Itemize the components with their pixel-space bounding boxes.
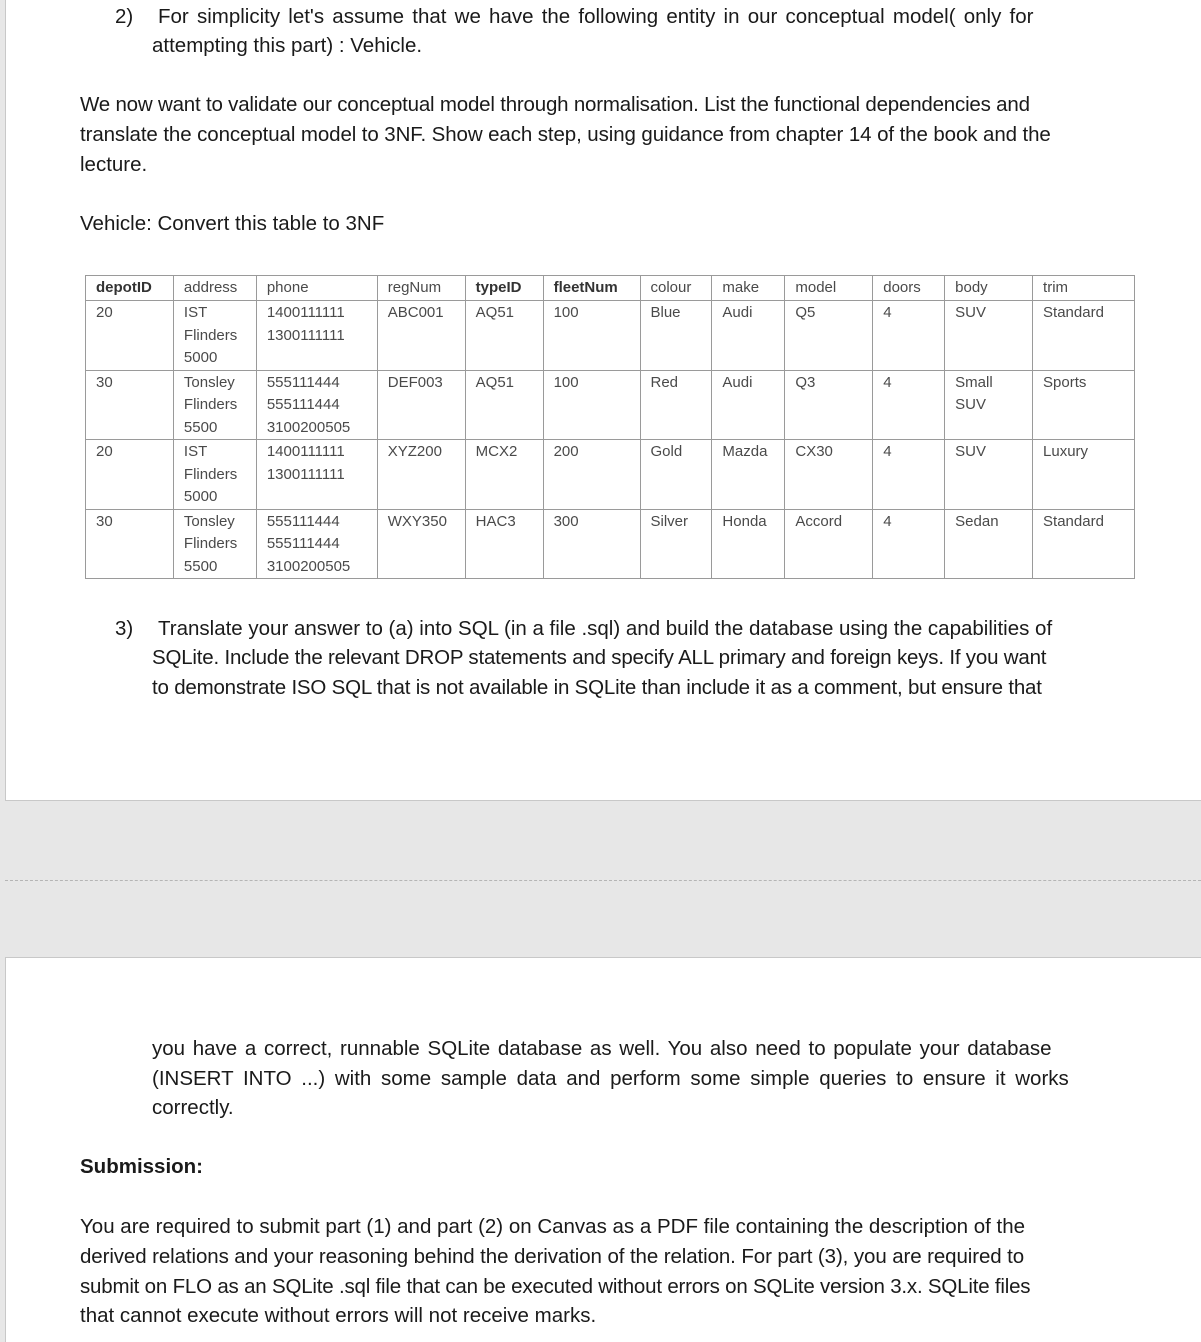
address-line: 5500 — [183, 557, 218, 575]
cell-regNum: XYZ200 — [377, 440, 465, 510]
header-regNum: regNum — [377, 276, 465, 301]
cell-address — [173, 509, 256, 579]
cell-trim: Standard — [1033, 509, 1135, 579]
address-line: Tonsley — [183, 373, 235, 391]
cell-body — [945, 509, 1033, 579]
phone-line: 3100200505 — [266, 418, 351, 436]
section-3-line-4: you have a correct, runnable SQLite database as well. You also need to populate your database — [152, 1037, 1052, 1060]
cell-trim: Standard — [1033, 301, 1135, 371]
section-3-line-5: (INSERT INTO ...) with some sample data and perform some simple queries to ensure it works — [152, 1067, 1069, 1090]
header-colour: colour — [640, 276, 712, 301]
cell-typeID: HAC3 — [465, 509, 543, 579]
intro-line-2: translate the conceptual model to 3NF. Show each step, using guidance from chapter 14 of the book and the — [80, 123, 1051, 146]
cell-model: CX30 — [785, 440, 873, 510]
intro-line-3: lecture. — [80, 153, 148, 176]
section-2-line-1: For simplicity let's assume that we have the following entity in our conceptual model( only for — [158, 5, 1034, 28]
body-line: Small — [955, 373, 993, 391]
cell-regNum: ABC001 — [377, 301, 465, 371]
cell-doors: 4 — [873, 301, 945, 371]
submission-line-4: that cannot execute without errors will not receive marks. — [80, 1304, 597, 1327]
cell-phone — [256, 440, 377, 510]
submission-line-1: You are required to submit part (1) and part (2) on Canvas as a PDF file containing the description of the — [80, 1215, 1026, 1238]
cell-address — [173, 301, 256, 371]
cell-trim: Sports — [1033, 370, 1135, 440]
address-line: 5000 — [183, 349, 218, 366]
cell-colour: Red — [640, 370, 712, 440]
phone-line: 555111444 — [266, 373, 340, 391]
table-caption: Vehicle: Convert this table to 3NF — [80, 212, 385, 235]
cell-model: Q3 — [785, 370, 873, 440]
phone-line: 1300111111 — [266, 326, 345, 344]
header-phone: phone — [256, 276, 377, 301]
submission-line-2: derived relations and your reasoning behind the derivation of the relation. For part (3), you are required to — [80, 1245, 1025, 1268]
cell-trim: Luxury — [1033, 440, 1135, 510]
body-line: SUV — [955, 443, 986, 460]
address-line: IST — [183, 443, 208, 460]
cell-body — [945, 301, 1033, 371]
header-typeID: typeID — [465, 276, 543, 301]
header-body: body — [945, 276, 1033, 301]
address-line: 5000 — [183, 488, 218, 505]
cell-depotID: 30 — [86, 509, 174, 579]
page-break-line — [5, 880, 1201, 881]
body-line: Sedan — [955, 512, 999, 530]
address-line: Tonsley — [183, 512, 235, 530]
address-line: Flinders — [183, 465, 238, 483]
submission-heading: Submission: — [80, 1155, 204, 1178]
cell-depotID: 30 — [86, 370, 174, 440]
section-3-line-3: to demonstrate ISO SQL that is not available in SQLite than include it as a comment, but ensure that — [152, 676, 1042, 699]
cell-typeID: AQ51 — [465, 301, 543, 371]
address-line: IST — [183, 304, 208, 321]
phone-line: 555111444 — [266, 512, 340, 530]
table-row — [86, 370, 1135, 440]
section-2-number: 2) — [115, 5, 134, 28]
table-row — [86, 509, 1135, 579]
header-address: address — [173, 276, 256, 301]
cell-make: Honda — [712, 509, 785, 579]
section-3-line-1: Translate your answer to (a) into SQL (in a file .sql) and build the database using the capabilities of — [158, 617, 1053, 640]
cell-doors: 4 — [873, 440, 945, 510]
address-line: Flinders — [183, 326, 238, 344]
cell-model: Accord — [785, 509, 873, 579]
section-3-number: 3) — [115, 617, 134, 640]
cell-make: Audi — [712, 370, 785, 440]
cell-address — [173, 370, 256, 440]
table-header-row — [86, 276, 1135, 301]
phone-line: 3100200505 — [266, 557, 351, 575]
cell-regNum: DEF003 — [377, 370, 465, 440]
cell-fleetNum: 200 — [543, 440, 640, 510]
cell-typeID: AQ51 — [465, 370, 543, 440]
address-line: Flinders — [183, 535, 238, 552]
phone-line: 555111444 — [266, 396, 340, 413]
table-row — [86, 301, 1135, 371]
header-fleetNum: fleetNum — [543, 276, 640, 301]
address-line: 5500 — [183, 418, 218, 436]
cell-typeID: MCX2 — [465, 440, 543, 510]
cell-body — [945, 440, 1033, 510]
header-trim: trim — [1033, 276, 1135, 301]
section-2-line-2: attempting this part) : Vehicle. — [152, 34, 423, 57]
cell-fleetNum: 100 — [543, 370, 640, 440]
header-doors: doors — [873, 276, 945, 301]
cell-phone — [256, 301, 377, 371]
cell-fleetNum: 300 — [543, 509, 640, 579]
table-row — [86, 440, 1135, 510]
cell-colour: Silver — [640, 509, 712, 579]
cell-doors: 4 — [873, 370, 945, 440]
section-3-line-6: correctly. — [152, 1096, 234, 1119]
cell-phone — [256, 509, 377, 579]
cell-depotID: 20 — [86, 440, 174, 510]
cell-phone — [256, 370, 377, 440]
cell-address — [173, 440, 256, 510]
cell-make: Mazda — [712, 440, 785, 510]
cell-colour: Gold — [640, 440, 712, 510]
cell-fleetNum: 100 — [543, 301, 640, 371]
body-line: SUV — [955, 304, 986, 321]
cell-doors: 4 — [873, 509, 945, 579]
section-3-line-2: SQLite. Include the relevant DROP statements and specify ALL primary and foreign keys. If you want — [152, 646, 1047, 669]
phone-line: 1300111111 — [266, 465, 345, 483]
header-depotID: depotID — [86, 276, 174, 301]
cell-regNum: WXY350 — [377, 509, 465, 579]
header-model: model — [785, 276, 873, 301]
submission-line-3: submit on FLO as an SQLite .sql file that can be executed without errors on SQLite version 3.x. SQLite files — [80, 1275, 1031, 1298]
cell-make: Audi — [712, 301, 785, 371]
address-line: Flinders — [183, 396, 238, 413]
header-make: make — [712, 276, 785, 301]
cell-colour: Blue — [640, 301, 712, 371]
phone-line: 1400111111 — [266, 443, 345, 460]
body-line: SUV — [955, 396, 986, 413]
cell-model: Q5 — [785, 301, 873, 371]
cell-body — [945, 370, 1033, 440]
vehicle-table — [85, 275, 1135, 579]
phone-line: 555111444 — [266, 535, 340, 552]
cell-depotID: 20 — [86, 301, 174, 371]
intro-line-1: We now want to validate our conceptual model through normalisation. List the functional dependencies and — [80, 93, 1030, 116]
phone-line: 1400111111 — [266, 304, 345, 321]
